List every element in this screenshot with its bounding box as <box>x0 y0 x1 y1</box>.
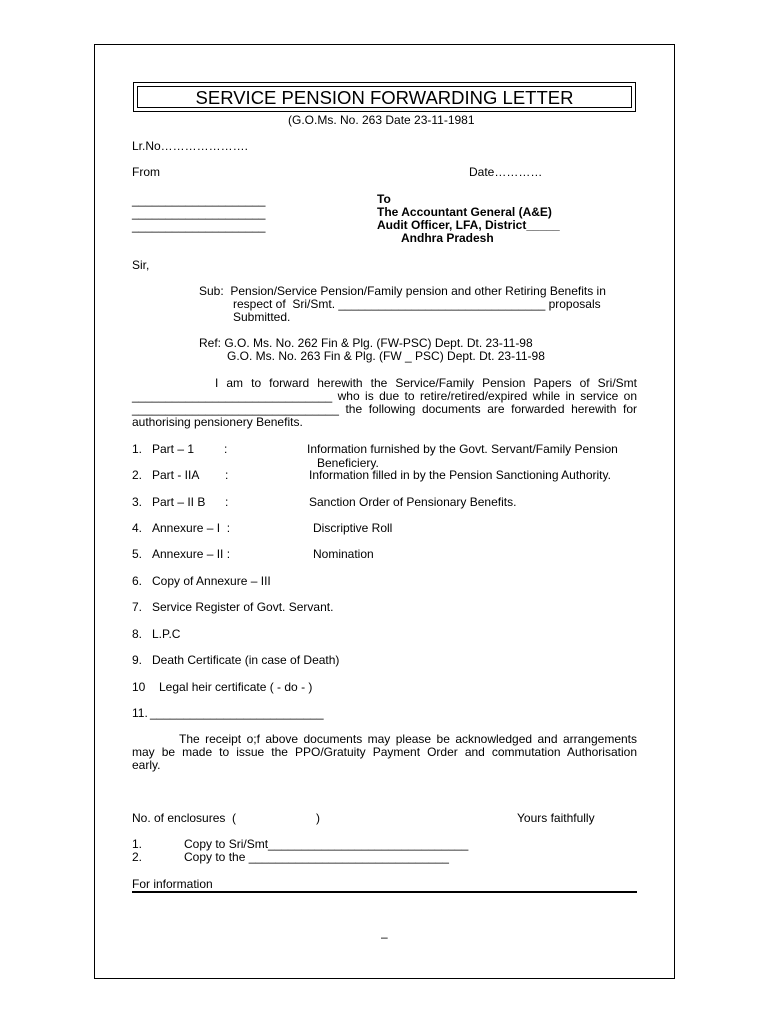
to-address-line: The Accountant General (A&E) <box>377 205 552 219</box>
enclosures-label: No. of enclosures ( <box>132 811 237 825</box>
closing-paragraph-line: early. <box>132 758 161 772</box>
enclosures-close: ) <box>316 811 320 825</box>
bottom-rule <box>132 891 637 893</box>
from-address-line: ____________________ <box>132 193 266 207</box>
salutation: Sir, <box>132 258 150 272</box>
item-label: Part – 1 <box>152 442 195 456</box>
item-description: Sanction Order of Pensionary Benefits. <box>309 495 517 509</box>
item-colon: : <box>224 442 228 456</box>
reference-line: Ref: G.O. Ms. No. 262 Fin & Plg. (FW-PSC) Dept. Dt. 23-11-98 <box>199 336 533 350</box>
item-number: 8. <box>132 627 143 641</box>
item-number: 7. <box>132 600 143 614</box>
item-blank-line: __________________________ <box>150 706 324 720</box>
from-address-line: ____________________ <box>132 219 266 233</box>
item-colon: : <box>225 468 229 482</box>
item-colon: : <box>225 495 229 509</box>
item-description: Beneficiery. <box>317 456 379 470</box>
go-reference: (G.O.Ms. No. 263 Date 23-11-1981 <box>288 113 475 127</box>
item-number: 1. <box>132 442 143 456</box>
item-number: 4. <box>132 521 143 535</box>
item-description: Discriptive Roll <box>313 521 393 535</box>
subject-line: Submitted. <box>233 310 291 324</box>
subject-line: respect of Sri/Smt. _______________________________ proposals <box>233 297 601 311</box>
item-description: Nomination <box>313 547 374 561</box>
to-label: To <box>377 192 391 206</box>
item-number: 9. <box>132 653 143 667</box>
to-address-line: Audit Officer, LFA, District_____ <box>377 218 560 232</box>
item-number: 11. <box>132 706 148 720</box>
copy-number: 2. <box>132 850 143 864</box>
item-label: Death Certificate (in case of Death) <box>152 653 340 667</box>
item-label: Copy of Annexure – III <box>152 574 271 588</box>
copy-number: 1. <box>132 837 143 851</box>
item-label: Legal heir certificate ( - do - ) <box>159 680 313 694</box>
from-address-line: ____________________ <box>132 206 266 220</box>
item-label: L.P.C <box>152 627 181 641</box>
subject-line: Sub: Pension/Service Pension/Family pension and other Retiring Benefits in <box>199 284 606 298</box>
letter-number: Lr.No…………………. <box>132 139 249 153</box>
body-paragraph-line: _______________________________ the following documents are forwarded herewith for <box>132 402 637 416</box>
reference-line: G.O. Ms. No. 263 Fin & Plg. (FW _ PSC) Dept. Dt. 23-11-98 <box>227 349 545 363</box>
item-number: 2. <box>132 468 143 482</box>
body-paragraph-line: I am to forward herewith the Service/Family Pension Papers of Sri/Smt <box>215 376 637 390</box>
copy-to-line: Copy to the ______________________________ <box>184 850 449 864</box>
item-description: Information furnished by the Govt. Servant/Family Pension <box>307 442 618 456</box>
body-paragraph-line: authorising pensionery Benefits. <box>132 415 303 429</box>
item-label: Part – II B <box>152 495 206 509</box>
item-label: Part - IIA <box>152 468 200 482</box>
item-label: Annexure – I : <box>152 521 231 535</box>
yours-faithfully: Yours faithfully <box>517 811 595 825</box>
item-number: 10 <box>132 680 146 694</box>
to-address-line: Andhra Pradesh <box>401 231 494 245</box>
item-number: 3. <box>132 495 143 509</box>
from-label: From <box>132 165 160 179</box>
item-number: 6. <box>132 574 143 588</box>
body-paragraph-line: ______________________________ who is due to retire/retired/expired while in service on <box>132 389 637 403</box>
title-box <box>133 82 636 112</box>
copy-to-line: Copy to Sri/Smt______________________________ <box>184 837 469 851</box>
item-label: Service Register of Govt. Servant. <box>152 600 334 614</box>
item-description: Information filled in by the Pension Sanctioning Authority. <box>309 468 611 482</box>
letter-title: SERVICE PENSION FORWARDING LETTER <box>137 86 632 108</box>
footer-mark: – <box>381 930 388 944</box>
item-label: Annexure – II : <box>152 547 231 561</box>
date-label: Date………… <box>469 165 543 179</box>
item-number: 5. <box>132 547 143 561</box>
closing-paragraph-line: The receipt o;f above documents may please be acknowledged and arrangements <box>179 732 637 746</box>
for-information: For information <box>132 877 213 891</box>
closing-paragraph-line: may be made to issue the PPO/Gratuity Payment Order and commutation Authorisation <box>132 745 637 759</box>
